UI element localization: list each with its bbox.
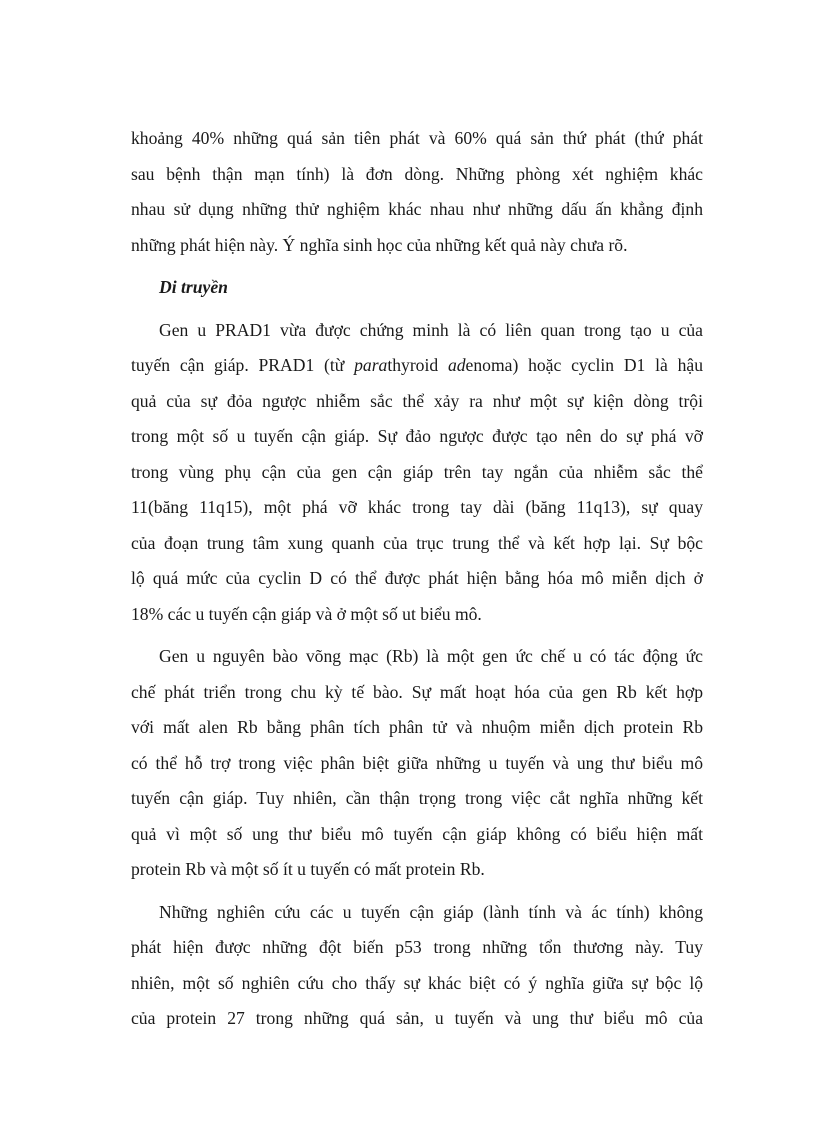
paragraph-4 — [131, 895, 703, 1037]
text-line: của đoạn trung tâm xung quanh của trục trung thể và kết hợp lại. Sự bộc — [131, 532, 703, 553]
text-line: trong một số u tuyến cận giáp. Sự đảo ngược được tạo nên do sự phá vỡ — [131, 426, 703, 446]
text-line: nhiên, một số nghiên cứu cho thấy sự khác biệt có ý nghĩa giữa sự bộc lộ — [131, 972, 703, 993]
text-line-mixed — [131, 348, 703, 384]
text-line: phát hiện được những đột biến p53 trong những tổn thương này. Tuy — [131, 937, 703, 957]
italic-run: para — [354, 355, 388, 375]
text-line: nhau sử dụng những thử nghiệm khác nhau như những dấu ấn khẳng định — [131, 199, 703, 219]
text-line: những phát hiện này. Ý nghĩa sinh học của những kết quả này chưa rõ. — [131, 234, 628, 255]
text-line: có thể hỗ trợ trong việc phân biệt giữa những u tuyến và ung thư biểu mô — [131, 752, 703, 773]
paragraph-3 — [131, 639, 703, 888]
text-line: với mất alen Rb bằng phân tích phân tử và nhuộm miễn dịch protein Rb — [131, 717, 703, 737]
text-line: trong vùng phụ cận của gen cận giáp trên tay ngắn của nhiễm sắc thể — [131, 461, 703, 482]
text-line: Những nghiên cứu các u tuyến cận giáp (lành tính và ác tính) không — [159, 901, 703, 922]
text-line: Gen u nguyên bào võng mạc (Rb) là một gen ức chế u có tác động ức — [159, 646, 703, 666]
document-body — [131, 121, 703, 1037]
text-line: 18% các u tuyến cận giáp và ở một số ut biểu mô. — [131, 603, 482, 624]
text-line: khoảng 40% những quá sản tiên phát và 60% quá sản thứ phát (thứ phát — [131, 128, 703, 148]
text-line: tuyến cận giáp. Tuy nhiên, cần thận trọng trong việc cắt nghĩa những kết — [131, 788, 703, 808]
text-line: lộ quá mức của cyclin D có thể được phát hiện bằng hóa mô miễn dịch ở — [131, 568, 703, 588]
text-run: thyroid — [387, 355, 448, 375]
text-line: sau bệnh thận mạn tính) là đơn dòng. Những phòng xét nghiệm khác — [131, 163, 703, 184]
text-run: tuyến cận giáp. PRAD1 (từ — [131, 355, 355, 375]
section-heading: Di truyền — [159, 277, 228, 297]
text-line: quả vì một số ung thư biểu mô tuyến cận giáp không có biểu hiện mất — [131, 823, 703, 844]
text-line: protein Rb và một số ít u tuyến có mất protein Rb. — [131, 859, 485, 879]
text-line: quả của sự đỏa ngược nhiễm sắc thể xảy ra như một sự kiện dòng trội — [131, 390, 703, 411]
italic-run: ad — [447, 355, 466, 375]
paragraph-2 — [131, 313, 703, 633]
text-line: chế phát triển trong chu kỳ tế bào. Sự mất hoạt hóa của gen Rb kết hợp — [131, 681, 703, 702]
paragraph-1 — [131, 121, 703, 263]
text-run: enoma) hoặc cyclin D1 là hậu — [465, 355, 703, 375]
text-line: của protein 27 trong những quá sản, u tuyến và ung thư biểu mô của — [131, 1008, 703, 1028]
text-line: Gen u PRAD1 vừa được chứng minh là có liên quan trong tạo u của — [159, 319, 703, 340]
text-line: 11(băng 11q15), một phá vỡ khác trong tay dài (băng 11q13), sự quay — [131, 497, 703, 517]
